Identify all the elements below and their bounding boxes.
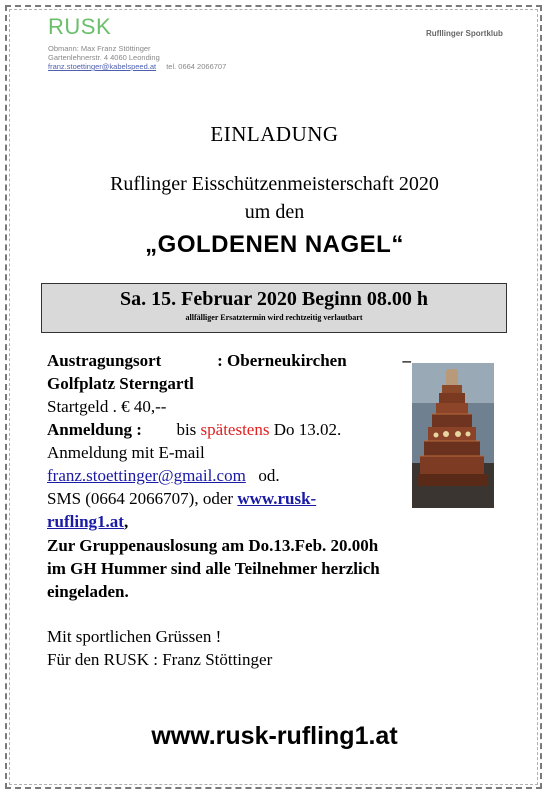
venue-line xyxy=(47,351,411,371)
trophy-headline: „GOLDENEN NAGEL“ xyxy=(145,231,404,258)
replacement-date-note: allfälliger Ersatztermin wird rechtzeitig verlautbart xyxy=(185,313,363,322)
registration-deadline xyxy=(47,420,341,440)
draw-info-line-2: im GH Hummer sind alle Teilnehmer herzlich xyxy=(47,559,380,578)
entry-fee: Startgeld . € 40,-- xyxy=(47,397,167,416)
email-suffix: od. xyxy=(258,466,280,485)
date-box xyxy=(41,283,507,333)
event-title: Ruflinger Eisschützenmeisterschaft 2020 xyxy=(110,173,439,195)
contact-email-link[interactable]: franz.stoettinger@gmail.com xyxy=(47,466,246,485)
draw-info-line-3: eingeladen. xyxy=(47,582,129,601)
footer-website-link[interactable]: www.rusk-rufling1.at xyxy=(151,722,398,750)
venue-dash: – xyxy=(402,351,411,370)
sms-line xyxy=(47,489,316,509)
website-link-part1[interactable]: www.rusk- xyxy=(237,489,317,508)
deadline-highlight: spätestens xyxy=(200,420,270,439)
deadline-date: Do 13.02. xyxy=(273,420,342,439)
club-label: Rufllinger Sportklub xyxy=(426,29,503,38)
contact-line-2: Gartenlehnerstr. 4 4060 Leonding xyxy=(48,53,160,62)
venue-label: Austragungsort xyxy=(47,351,162,370)
signature-line: Für den RUSK : Franz Stöttinger xyxy=(47,650,273,669)
draw-info-line-1: Zur Gruppenauslosung am Do.13.Feb. 20.00h xyxy=(47,536,379,555)
website-link-part2[interactable]: rufling1.at xyxy=(47,512,124,531)
golden-nail-trophy-image xyxy=(412,363,494,508)
registration-label: Anmeldung : xyxy=(47,420,142,439)
trophy-photo xyxy=(412,363,494,508)
rusk-logo: RUSK xyxy=(48,14,112,39)
contact-line-3 xyxy=(48,62,226,71)
greeting-line: Mit sportlichen Grüssen ! xyxy=(47,627,222,646)
event-subtitle: um den xyxy=(244,201,305,223)
header-email-link[interactable]: franz.stoettinger@kabelspeed.at xyxy=(48,62,157,71)
registration-email-line: Anmeldung mit E-mail xyxy=(47,443,205,462)
sms-text: SMS (0664 2066707), oder xyxy=(47,489,234,508)
deadline-pre: bis xyxy=(176,420,197,439)
header-phone: tel. 0664 2066707 xyxy=(166,62,227,71)
website-comma: , xyxy=(123,512,129,531)
einladung-heading: EINLADUNG xyxy=(210,122,339,146)
event-date: Sa. 15. Februar 2020 Beginn 08.00 h xyxy=(120,288,428,310)
venue-line-2: Golfplatz Sterngartl xyxy=(47,374,194,393)
website-line xyxy=(47,512,128,532)
venue-place: : Oberneukirchen xyxy=(217,351,347,370)
contact-line-1: Obmann: Max Franz Stöttinger xyxy=(48,44,151,53)
email-line xyxy=(47,466,280,486)
